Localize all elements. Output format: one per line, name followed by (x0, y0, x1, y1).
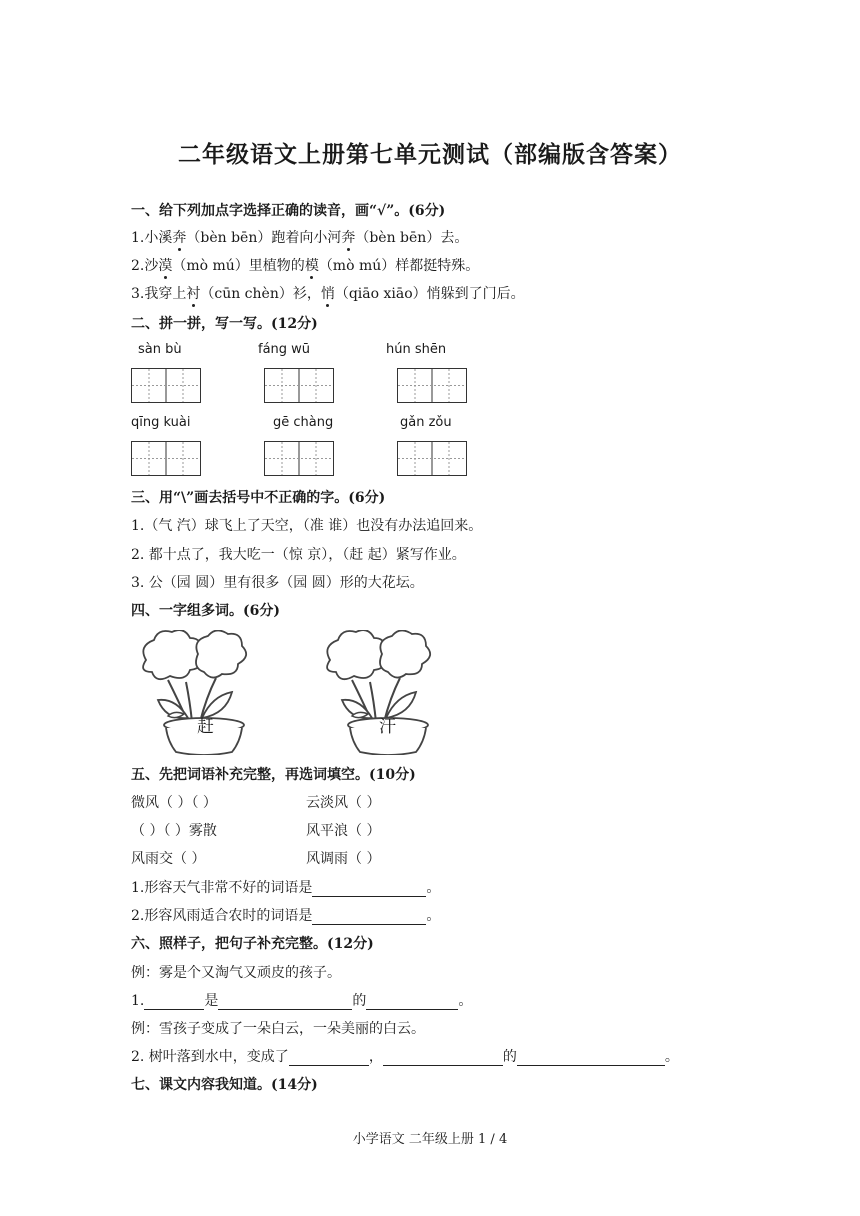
text: （cūn chèn）衫， (200, 286, 321, 302)
text: ， (368, 1049, 383, 1065)
dotted-char: 悄 (320, 286, 335, 302)
page-footer: 小学语文 二年级上册 1 / 4 (352, 1132, 508, 1147)
pinyin-1: sàn bù (138, 342, 182, 357)
writing-grid[interactable] (264, 368, 334, 403)
text: 3.我穿上 (131, 286, 187, 302)
answer-blank[interactable] (383, 1051, 503, 1066)
dotted-char: 奔 (341, 230, 356, 246)
idiom-fill-2: （ ）（ ）雾散 (131, 823, 217, 839)
text: 。 (426, 908, 441, 924)
answer-blank[interactable] (312, 910, 426, 925)
text: 。 (458, 993, 473, 1009)
answer-blank[interactable] (517, 1051, 665, 1066)
writing-grid[interactable] (397, 441, 467, 476)
section-2-heading: 二、拼一拼，写一写。(12分) (131, 316, 318, 332)
flower-pot-illustration-1 (128, 630, 258, 755)
idiom-fill-5: 风平浪（ ） (306, 823, 381, 839)
answer-blank[interactable] (366, 995, 458, 1010)
pinyin-4: qīng kuài (131, 415, 191, 430)
pot-char-2: 汗 (379, 717, 396, 737)
s3-line-2: 2. 都十点了，我大吃一（惊 京），（赶 起）紧写作业。 (131, 547, 466, 563)
text: 2. 树叶落到水中，变成了 (131, 1049, 289, 1065)
s5-question-1 (131, 877, 440, 897)
text: （mò mú）样都挺特殊。 (318, 258, 480, 274)
section-3-heading: 三、用“\”画去括号中不正确的字。(6分) (131, 490, 386, 506)
idiom-fill-3: 风雨交（ ） (131, 851, 206, 867)
pinyin-5: gē chàng (273, 415, 334, 430)
writing-grid[interactable] (131, 368, 201, 403)
text: 1.形容天气非常不好的词语是 (131, 880, 313, 896)
dotted-char: 模 (304, 258, 319, 274)
text: 的 (352, 993, 367, 1009)
s3-line-3: 3. 公（园 圆）里有很多（园 圆）形的大花坛。 (131, 575, 424, 591)
text: （mò mú）里植物的 (172, 258, 305, 274)
idiom-fill-1: 微风（ ）（ ） (131, 795, 217, 811)
s1-line-2 (131, 255, 479, 275)
s1-line-3 (131, 283, 525, 303)
writing-grid[interactable] (264, 441, 334, 476)
answer-blank[interactable] (218, 995, 352, 1010)
answer-blank[interactable] (144, 995, 204, 1010)
dotted-char: 漠 (158, 258, 173, 274)
section-7-heading: 七、课文内容我知道。(14分) (131, 1077, 318, 1093)
section-5-heading: 五、先把词语补充完整，再选词填空。(10分) (131, 767, 416, 783)
dotted-char: 奔 (172, 230, 187, 246)
pinyin-6: gǎn zǒu (400, 415, 452, 430)
text: （qiāo xiāo）悄躲到了门后。 (334, 286, 525, 302)
s3-line-1: 1.（气 汽）球飞上了天空，（准 谁）也没有办法追回来。 (131, 518, 483, 534)
answer-blank[interactable] (289, 1051, 369, 1066)
dotted-char: 衬 (186, 286, 201, 302)
s5-question-2 (131, 905, 440, 925)
s6-example-1: 例：雾是个又淘气又顽皮的孩子。 (131, 965, 341, 981)
text: 2.形容风雨适合农时的词语是 (131, 908, 313, 924)
text: 的 (502, 1049, 517, 1065)
text: 2.沙 (131, 258, 159, 274)
text: 1. (131, 993, 145, 1009)
s6-example-2: 例：雪孩子变成了一朵白云，一朵美丽的白云。 (131, 1021, 425, 1037)
s6-question-1 (131, 990, 472, 1010)
page-title: 二年级语文上册第七单元测试（部编版含答案） (178, 141, 682, 168)
writing-grid[interactable] (131, 441, 201, 476)
section-4-heading: 四、一字组多词。(6分) (131, 603, 280, 619)
answer-blank[interactable] (312, 882, 426, 897)
text: 1.小溪 (131, 230, 173, 246)
writing-grid[interactable] (397, 368, 467, 403)
section-6-heading: 六、照样子，把句子补充完整。(12分) (131, 936, 374, 952)
text: 是 (204, 993, 219, 1009)
s6-question-2 (131, 1046, 679, 1066)
pinyin-2: fáng wū (258, 342, 311, 357)
idiom-fill-4: 云淡风（ ） (306, 795, 381, 811)
flower-pot-illustration-2 (312, 630, 442, 755)
pot-char-1: 赶 (197, 717, 214, 737)
pinyin-3: hún shēn (386, 342, 447, 357)
text: （bèn bēn）跑着向小河 (186, 230, 342, 246)
idiom-fill-6: 风调雨（ ） (306, 851, 381, 867)
text: 。 (426, 880, 441, 896)
section-1-heading: 一、给下列加点字选择正确的读音，画“√”。(6分) (131, 203, 446, 219)
s1-line-1 (131, 227, 468, 247)
text: （bèn bēn）去。 (355, 230, 469, 246)
text: 。 (664, 1049, 679, 1065)
